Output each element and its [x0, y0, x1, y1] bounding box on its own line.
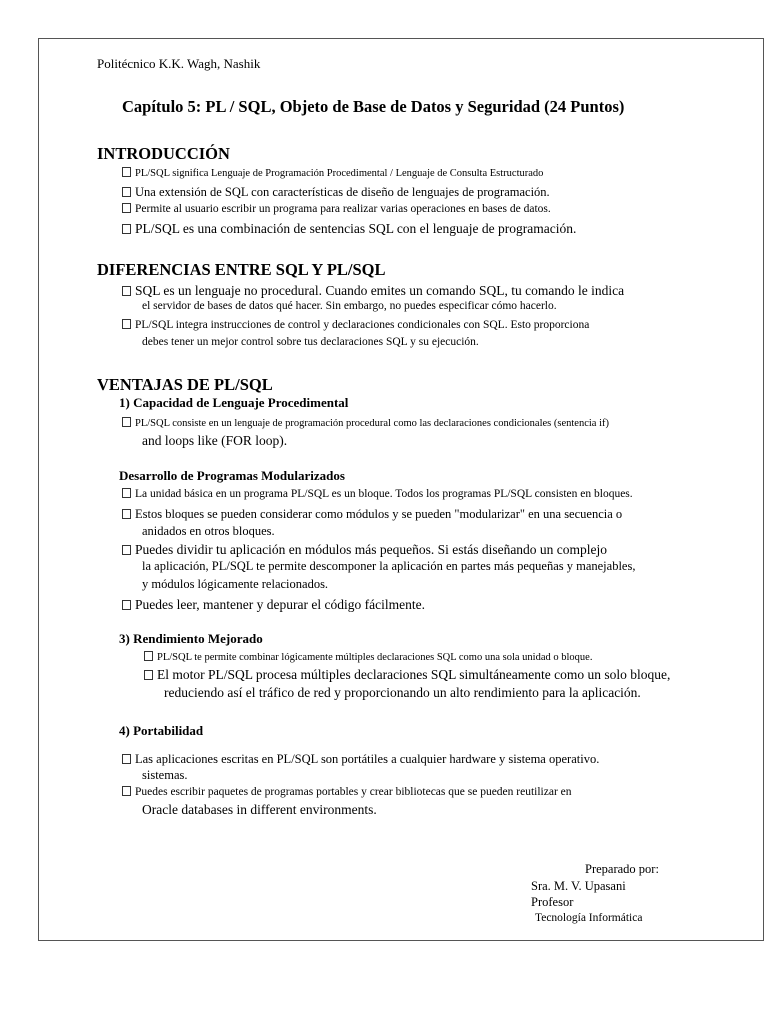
- checkbox-icon: [122, 545, 131, 555]
- checkbox-icon: [122, 187, 131, 197]
- checkbox-icon: [144, 651, 153, 661]
- adv-s2-bullet-2-cont: anidados en otros bloques.: [142, 524, 275, 538]
- checkbox-icon: [122, 600, 131, 610]
- adv-s2-bullet-1: La unidad básica en un programa PL/SQL es un bloque. Todos los programas PL/SQL consisten en bloques.: [122, 488, 633, 501]
- diff-bullet-2: PL/SQL integra instrucciones de control y declaraciones condicionales con SQL. Esto proporciona: [122, 319, 589, 332]
- intro-heading: INTRODUCCIÓN: [97, 144, 230, 163]
- adv-s3-bullet-2-cont: reduciendo así el tráfico de red y proporcionando un alto rendimiento para la aplicación.: [164, 685, 641, 700]
- intro-bullet-1: PL/SQL significa Lenguaje de Programación Procedimental / Lenguaje de Consulta Estructurado: [122, 167, 543, 180]
- adv-s4-bullet-1-cont: sistemas.: [142, 768, 188, 782]
- intro-bullet-4: PL/SQL es una combinación de sentencias SQL con el lenguaje de programación.: [122, 221, 576, 237]
- adv-section-1-title: 1) Capacidad de Lenguaje Procedimental: [119, 395, 349, 410]
- adv-s3-bullet-1: PL/SQL te permite combinar lógicamente múltiples declaraciones SQL como una sola unidad o bloque.: [144, 651, 592, 664]
- adv-s4-bullet-1: Las aplicaciones escritas en PL/SQL son portátiles a cualquier hardware y sistema operativo.: [122, 752, 599, 766]
- chapter-title: Capítulo 5: PL / SQL, Objeto de Base de Datos y Seguridad (24 Puntos): [122, 97, 625, 116]
- intro-bullet-2: Una extensión de SQL con características de diseño de lenguajes de programación.: [122, 185, 550, 199]
- author-name: Sra. M. V. Upasani: [531, 879, 626, 893]
- institution-header: Politécnico K.K. Wagh, Nashik: [97, 56, 261, 71]
- adv-s3-bullet-2: El motor PL/SQL procesa múltiples declaraciones SQL simultáneamente como un solo bloque,: [144, 667, 670, 683]
- diff-heading: DIFERENCIAS ENTRE SQL Y PL/SQL: [97, 260, 386, 279]
- diff-bullet-2-cont: debes tener un mejor control sobre tus declaraciones SQL y su ejecución.: [142, 336, 479, 348]
- checkbox-icon: [122, 319, 131, 329]
- author-department: Tecnología Informática: [535, 912, 643, 924]
- adv-s2-bullet-3-cont-2: y módulos lógicamente relacionados.: [142, 577, 329, 591]
- adv-s4-bullet-2-cont: Oracle databases in different environments.: [142, 802, 377, 817]
- adv-s2-bullet-3-cont-1: la aplicación, PL/SQL te permite descomponer la aplicación en partes más pequeñas y manejables,: [142, 559, 636, 573]
- intro-bullet-3: Permite al usuario escribir un programa para realizar varias operaciones en bases de datos.: [122, 203, 551, 216]
- checkbox-icon: [122, 786, 131, 796]
- checkbox-icon: [122, 224, 131, 234]
- diff-bullet-1: SQL es un lenguaje no procedural. Cuando emites un comando SQL, tu comando le indica: [122, 283, 624, 299]
- checkbox-icon: [122, 286, 131, 296]
- checkbox-icon: [122, 754, 131, 764]
- adv-s2-bullet-4: Puedes leer, mantener y depurar el código fácilmente.: [122, 597, 425, 613]
- checkbox-icon: [122, 203, 131, 213]
- checkbox-icon: [122, 417, 131, 427]
- adv-s4-bullet-2: Puedes escribir paquetes de programas portables y crear bibliotecas que se pueden reutilizar en: [122, 786, 572, 799]
- author-role: Profesor: [531, 895, 574, 909]
- adv-section-4-title: 4) Portabilidad: [119, 723, 204, 738]
- checkbox-icon: [122, 488, 131, 498]
- checkbox-icon: [144, 670, 153, 680]
- adv-s1-bullet-1-cont: and loops like (FOR loop).: [142, 433, 288, 448]
- diff-bullet-1-cont: el servidor de bases de datos qué hacer. Sin embargo, no puedes especificar cómo hacerlo.: [142, 300, 557, 312]
- adv-heading: VENTAJAS DE PL/SQL: [97, 375, 273, 394]
- adv-s2-bullet-2: Estos bloques se pueden considerar como módulos y se pueden "modularizar" en una secuencia o: [122, 507, 622, 521]
- adv-section-2-title: Desarrollo de Programas Modularizados: [119, 468, 345, 483]
- adv-s2-bullet-3: Puedes dividir tu aplicación en módulos más pequeños. Si estás diseñando un complejo: [122, 542, 607, 558]
- adv-section-3-title: 3) Rendimiento Mejorado: [119, 631, 263, 646]
- checkbox-icon: [122, 509, 131, 519]
- prepared-by-label: Preparado por:: [585, 862, 659, 876]
- checkbox-icon: [122, 167, 131, 177]
- adv-s1-bullet-1: PL/SQL consiste en un lenguaje de programación procedural como las declaraciones condicionales (sentencia if): [122, 417, 609, 430]
